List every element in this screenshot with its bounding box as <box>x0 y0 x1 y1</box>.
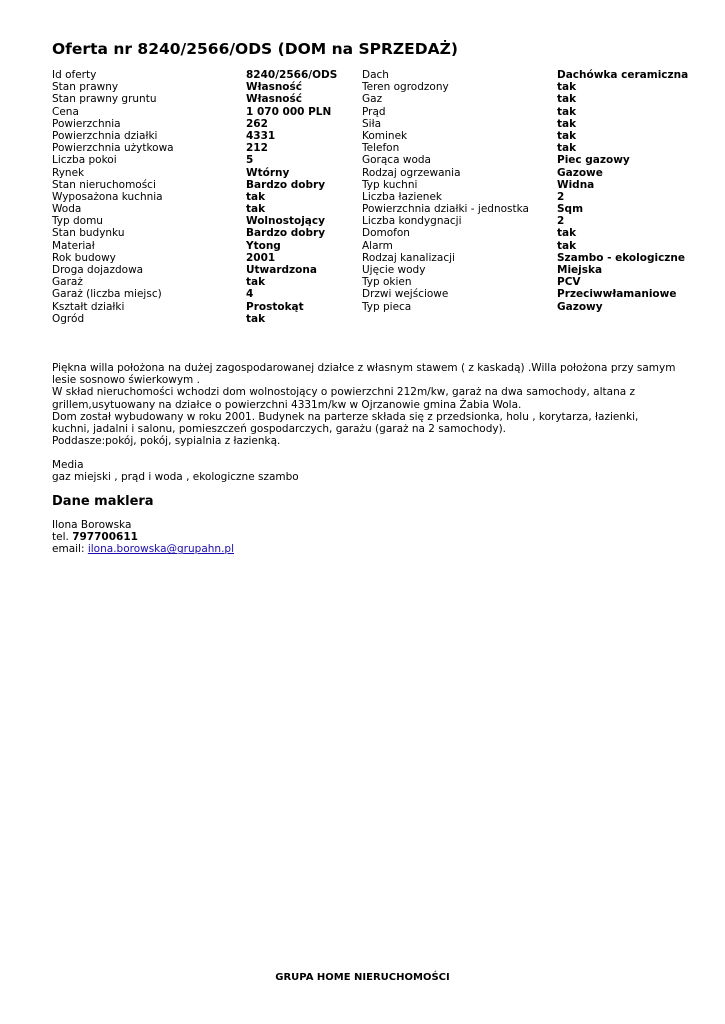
property-label: Prąd <box>362 105 386 118</box>
agent-email-line <box>52 543 234 555</box>
property-value: Przeciwwłamaniowe <box>557 288 677 301</box>
email-label: email: <box>52 543 85 556</box>
property-list-left <box>52 69 337 325</box>
property-value: Dachówka ceramiczna <box>557 69 689 81</box>
property-value: Wolnostojący <box>246 215 325 228</box>
property-label: Powierzchnia <box>52 117 121 130</box>
property-value: 2 <box>557 190 565 203</box>
property-value: Sqm <box>557 203 584 216</box>
description-paragraph: Poddasze:pokój, pokój, sypialnia z łazienką. <box>52 435 281 448</box>
property-row <box>52 93 337 105</box>
property-value: Widna <box>557 178 595 191</box>
property-label: Cena <box>52 105 79 118</box>
property-label: Typ okien <box>362 276 412 289</box>
property-value: 2001 <box>246 251 276 264</box>
property-list-right <box>362 69 688 313</box>
property-row <box>362 130 688 142</box>
property-value: tak <box>557 239 577 252</box>
property-row <box>52 313 337 325</box>
property-row <box>52 276 337 288</box>
property-value: tak <box>557 81 577 94</box>
phone-label: tel. <box>52 531 69 544</box>
offer-description <box>52 362 677 447</box>
description-paragraph: Dom został wybudowany w roku 2001. Budynek na parterze składa się z przedsionka, holu , korytarza, łazienki, kuchni, jadalni i salonu, pomieszczeń gospodarczych, garażu (garaż na 2 samochody). <box>52 410 639 436</box>
property-label: Materiał <box>52 239 95 252</box>
description-paragraph: W skład nieruchomości wchodzi dom wolnostojący o powierzchni 212m/kw, garaż na dwa samochody, altana z grillem,usytuowany na działce o powierzchni 4331m/kw w Ojrzanowie gmina Żabia Wola. <box>52 386 636 411</box>
property-label: Powierzchnia działki - jednostka <box>362 203 529 216</box>
property-row <box>52 252 337 264</box>
property-row <box>52 106 337 118</box>
property-row <box>52 288 337 300</box>
property-value: 262 <box>246 117 268 130</box>
property-row <box>52 264 337 276</box>
property-label: Id oferty <box>52 69 97 81</box>
property-row <box>52 118 337 130</box>
media-text: gaz miejski , prąd i woda , ekologiczne szambo <box>52 471 299 484</box>
property-row <box>52 69 337 81</box>
property-value: tak <box>557 117 577 130</box>
property-label: Gorąca woda <box>362 154 431 167</box>
property-row <box>362 118 688 130</box>
property-row <box>362 240 688 252</box>
property-value: Bardzo dobry <box>246 227 326 240</box>
property-label: Rodzaj kanalizacji <box>362 251 455 264</box>
property-label: Stan prawny <box>52 81 119 94</box>
description-paragraph: Piękna willa położona na dużej zagospodarowanej działce z własnym stawem ( z kaskadą) .Willa położona przy samym lesie sosnowo świerkowym . <box>52 362 676 387</box>
property-label: Typ domu <box>52 215 103 228</box>
property-label: Stan nieruchomości <box>52 178 156 191</box>
property-row <box>52 215 337 227</box>
property-value: tak <box>246 276 266 289</box>
property-row <box>362 276 688 288</box>
property-label: Powierzchnia działki <box>52 129 158 142</box>
agent-details <box>52 519 234 556</box>
footer-company-name: GRUPA HOME NIERUCHOMOŚCI <box>275 972 450 983</box>
property-row <box>362 179 688 191</box>
property-row <box>362 227 688 239</box>
property-value: tak <box>557 93 577 106</box>
property-row <box>362 142 688 154</box>
property-row <box>52 191 337 203</box>
property-label: Teren ogrodzony <box>362 81 449 94</box>
property-label: Liczba kondygnacji <box>362 215 462 228</box>
property-value: Prostokąt <box>246 300 304 313</box>
property-label: Domofon <box>362 227 410 240</box>
media-section <box>52 459 299 483</box>
property-label: Stan budynku <box>52 227 125 240</box>
property-row <box>362 154 688 166</box>
property-label: Telefon <box>362 142 400 155</box>
property-value: Bardzo dobry <box>246 178 326 191</box>
property-row <box>52 81 337 93</box>
property-row <box>52 130 337 142</box>
property-row <box>362 93 688 105</box>
property-value: tak <box>557 227 577 240</box>
property-row <box>362 191 688 203</box>
property-value: tak <box>246 190 266 203</box>
media-heading: Media <box>52 459 84 471</box>
property-row <box>52 301 337 313</box>
property-value: 5 <box>246 154 254 167</box>
property-value: PCV <box>557 276 581 289</box>
agent-phone: 797700611 <box>72 531 138 544</box>
property-label: Wyposażona kuchnia <box>52 190 163 203</box>
property-label: Woda <box>52 203 82 216</box>
property-row <box>362 69 688 81</box>
property-value: 8240/2566/ODS <box>246 69 338 81</box>
property-value: tak <box>246 203 266 216</box>
property-label: Alarm <box>362 239 393 252</box>
property-row <box>52 154 337 166</box>
property-label: Garaż (liczba miejsc) <box>52 288 162 301</box>
property-label: Garaż <box>52 276 83 289</box>
property-row <box>362 301 688 313</box>
property-row <box>362 264 688 276</box>
property-row <box>362 81 688 93</box>
property-label: Stan prawny gruntu <box>52 93 157 106</box>
property-value: 2 <box>557 215 565 228</box>
page-title: Oferta nr 8240/2566/ODS (DOM na SPRZEDAŻ) <box>52 40 458 58</box>
property-row <box>362 203 688 215</box>
property-value: Miejska <box>557 264 603 276</box>
property-row <box>52 240 337 252</box>
property-row <box>362 167 688 179</box>
agent-name: Ilona Borowska <box>52 519 132 531</box>
property-value: tak <box>557 142 577 155</box>
property-label: Typ kuchni <box>362 178 418 191</box>
property-value: Własność <box>246 81 302 94</box>
property-row <box>362 215 688 227</box>
property-label: Rok budowy <box>52 251 116 264</box>
property-value: 212 <box>246 142 268 155</box>
property-value: Gazowe <box>557 166 603 179</box>
property-label: Typ pieca <box>362 300 412 313</box>
property-label: Powierzchnia użytkowa <box>52 142 174 155</box>
property-row <box>52 203 337 215</box>
property-value: tak <box>246 312 266 325</box>
property-value: Ytong <box>246 239 281 252</box>
agent-email-link[interactable]: ilona.borowska@grupahn.pl <box>87 543 234 556</box>
property-label: Kominek <box>362 129 408 142</box>
property-label: Rodzaj ogrzewania <box>362 166 461 179</box>
property-row <box>362 288 688 300</box>
property-label: Rynek <box>52 166 85 179</box>
property-value: 1 070 000 PLN <box>246 105 332 118</box>
property-value: 4 <box>246 288 254 301</box>
property-value: Gazowy <box>557 300 603 313</box>
property-value: 4331 <box>246 129 276 142</box>
agent-phone-line <box>52 531 234 543</box>
property-value: Utwardzona <box>246 264 317 276</box>
property-label: Dach <box>362 69 389 81</box>
property-row <box>52 167 337 179</box>
property-value: Szambo - ekologiczne <box>557 251 685 264</box>
property-row <box>362 252 688 264</box>
property-value: Własność <box>246 93 302 106</box>
property-value: tak <box>557 129 577 142</box>
property-row <box>362 106 688 118</box>
property-value: tak <box>557 105 577 118</box>
property-label: Gaz <box>362 93 383 106</box>
property-label: Liczba łazienek <box>362 190 442 203</box>
property-label: Kształt działki <box>52 300 125 313</box>
property-label: Ogród <box>52 312 85 325</box>
property-label: Liczba pokoi <box>52 154 117 167</box>
property-label: Ujęcie wody <box>362 264 426 276</box>
property-value: Piec gazowy <box>557 154 630 167</box>
property-label: Drzwi wejściowe <box>362 288 449 301</box>
property-row <box>52 227 337 239</box>
property-label: Siła <box>362 117 382 130</box>
property-label: Droga dojazdowa <box>52 264 144 276</box>
property-row <box>52 179 337 191</box>
property-value: Wtórny <box>246 166 290 179</box>
agent-heading: Dane maklera <box>52 494 154 509</box>
property-row <box>52 142 337 154</box>
